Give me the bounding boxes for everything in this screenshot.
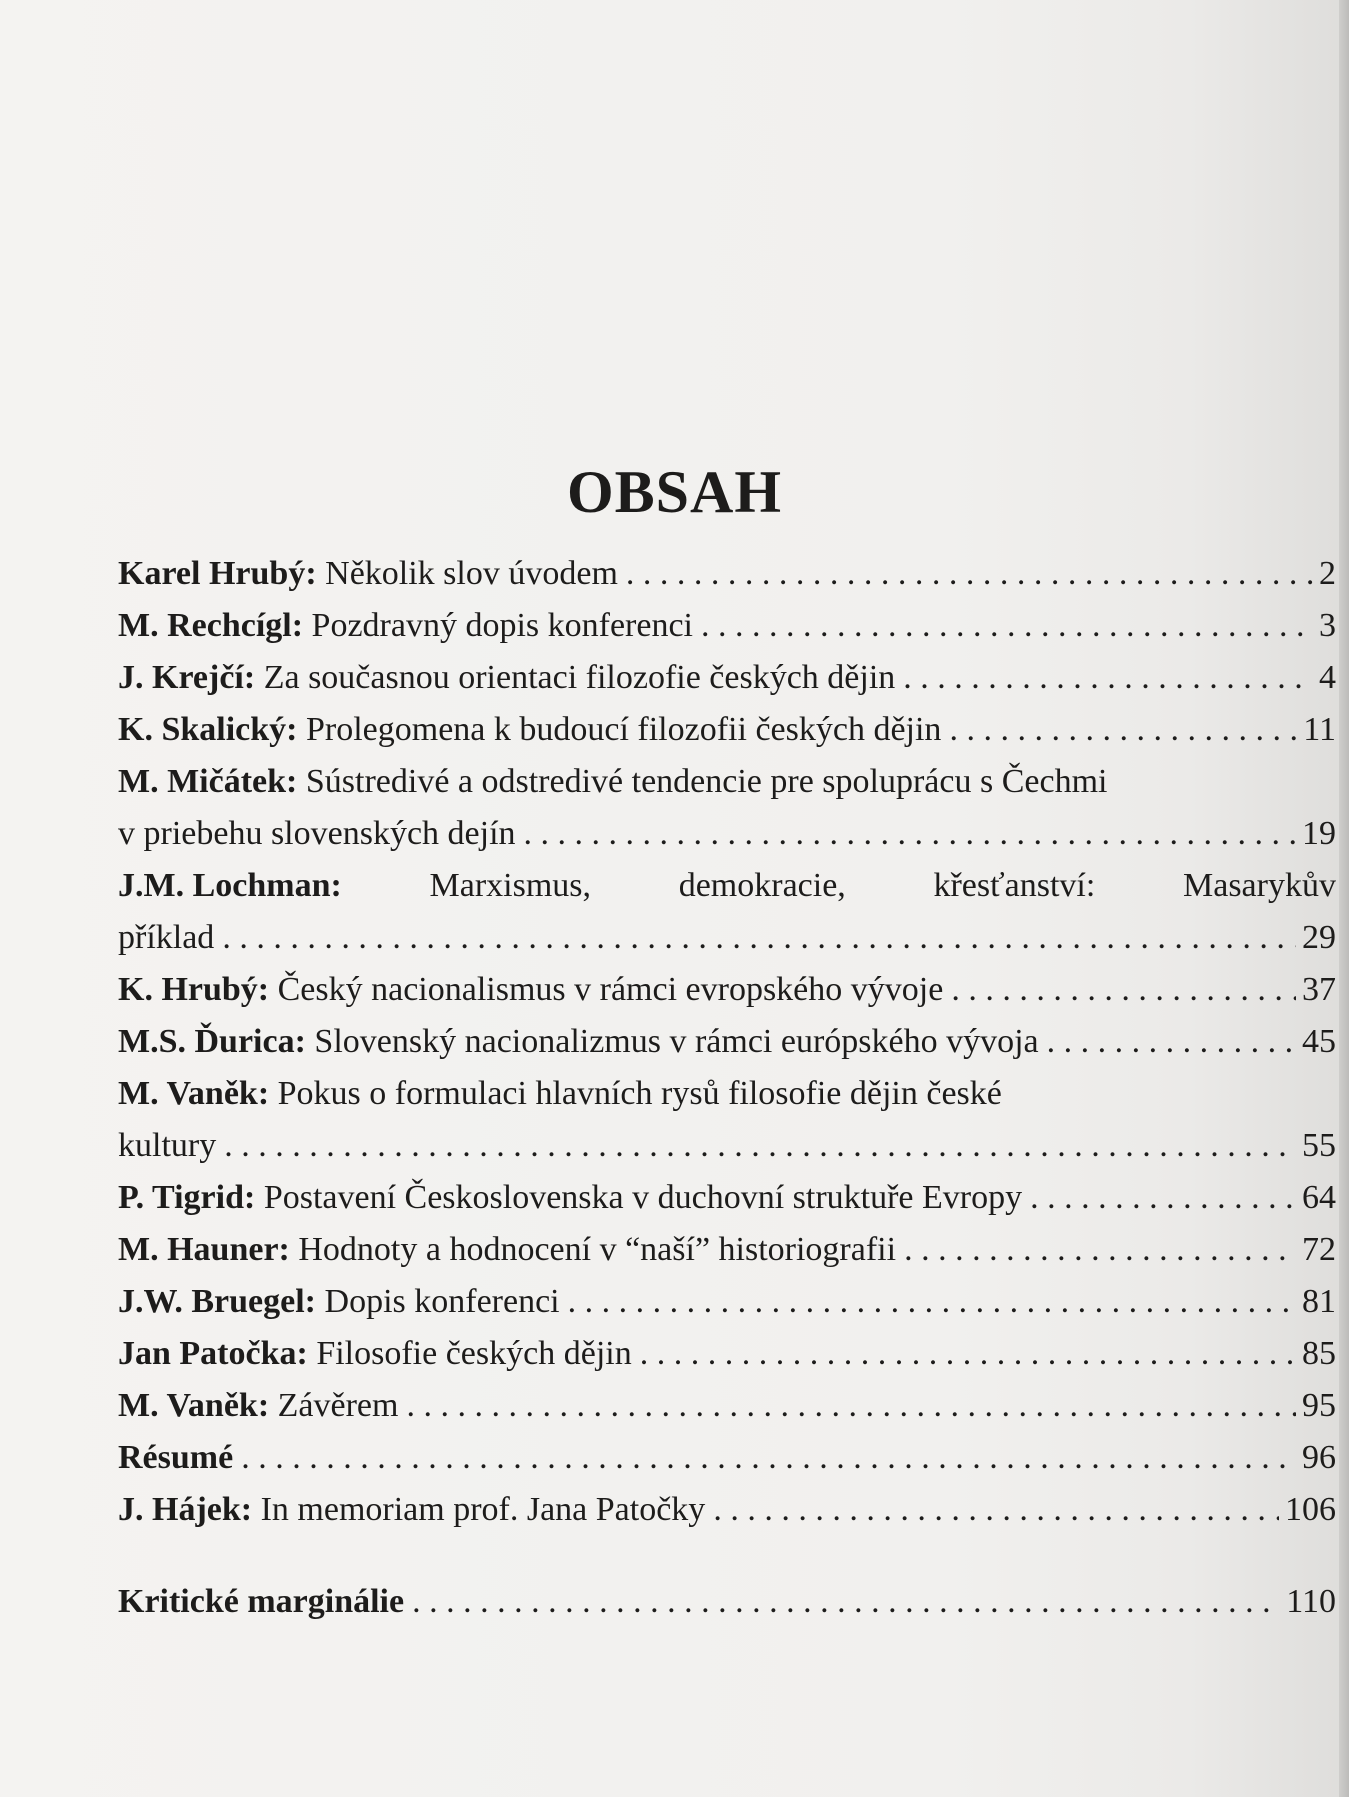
leader-dots xyxy=(951,964,1296,1016)
entry-page-number: 29 xyxy=(1302,919,1336,956)
toc-entry xyxy=(118,1484,1336,1536)
toc-entry xyxy=(118,652,1336,704)
entry-author: M. Rechcígl: xyxy=(118,607,304,644)
entry-title-line-2: kultury xyxy=(118,1127,217,1164)
entry-author: J. Krejčí: xyxy=(118,659,256,696)
entry-title: Slovenský nacionalizmus v rámci európského vývoja xyxy=(314,1023,1039,1060)
entry-page-number: 81 xyxy=(1302,1283,1336,1320)
entry-title: Český nacionalismus v rámci evropského vývoje xyxy=(277,971,944,1008)
toc-entry xyxy=(118,1328,1336,1380)
entry-title-word: Marxismus, xyxy=(429,867,592,904)
entry-page-number: 95 xyxy=(1302,1387,1336,1424)
entry-title: Dopis konferenci xyxy=(324,1283,560,1320)
toc-entry xyxy=(118,1276,1336,1328)
leader-dots xyxy=(713,1484,1279,1536)
leader-dots xyxy=(949,704,1297,756)
entry-author: Résumé xyxy=(118,1439,234,1476)
toc-entry xyxy=(118,756,1336,860)
entry-title-word: Masarykův xyxy=(1183,867,1336,904)
entry-title-word: demokracie, xyxy=(678,867,846,904)
entry-author: J.M. Lochman: xyxy=(118,867,342,904)
toc-entry xyxy=(118,600,1336,652)
entry-title: Filosofie českých dějin xyxy=(316,1335,632,1372)
entry-title: In memoriam prof. Jana Patočky xyxy=(260,1491,706,1528)
entry-title-word: křesťanství: xyxy=(933,867,1096,904)
entry-page-number: 110 xyxy=(1286,1583,1336,1620)
entry-title: Závěrem xyxy=(277,1387,399,1424)
page-title: OBSAH xyxy=(566,459,783,525)
entry-page-number: 11 xyxy=(1303,711,1336,748)
entry-author: Kritické marginálie xyxy=(118,1583,405,1620)
entry-page-number: 72 xyxy=(1302,1231,1336,1268)
toc-entry xyxy=(118,1380,1336,1432)
entry-page-number: 3 xyxy=(1319,607,1336,644)
entry-title: Postavení Československa v duchovní struktuře Evropy xyxy=(263,1179,1023,1216)
toc-entry xyxy=(118,1068,1336,1172)
entry-page-number: 19 xyxy=(1302,815,1336,852)
toc-entry xyxy=(118,1224,1336,1276)
toc-entry xyxy=(118,860,1336,964)
leader-dots xyxy=(640,1328,1296,1380)
entry-author: K. Hrubý: xyxy=(118,971,270,1008)
entry-page-number: 106 xyxy=(1285,1491,1336,1528)
entry-author: J. Hájek: xyxy=(118,1491,253,1528)
entry-author: M. Vaněk: xyxy=(118,1387,270,1424)
entry-page-number: 96 xyxy=(1302,1439,1336,1476)
entry-author: J.W. Bruegel: xyxy=(118,1283,317,1320)
entry-author: M. Vaněk: xyxy=(118,1075,270,1112)
entry-title: Prolegomena k budoucí filozofii českých dějin xyxy=(305,711,942,748)
section-gap xyxy=(118,1536,1336,1576)
leader-dots xyxy=(241,1432,1296,1484)
toc-entry xyxy=(118,704,1336,756)
toc-entry xyxy=(118,1172,1336,1224)
leader-dots xyxy=(903,652,1313,704)
toc-entry xyxy=(118,964,1336,1016)
leader-dots xyxy=(904,1224,1296,1276)
entry-page-number: 85 xyxy=(1302,1335,1336,1372)
entry-author: K. Skalický: xyxy=(118,711,298,748)
leader-dots xyxy=(524,808,1296,860)
page-spine-shadow xyxy=(1339,0,1349,1797)
entry-author: M.S. Ďurica: xyxy=(118,1023,306,1060)
entry-title-line-2: příklad xyxy=(118,919,215,956)
entry-author: P. Tigrid: xyxy=(118,1179,256,1216)
entry-page-number: 55 xyxy=(1302,1127,1336,1164)
table-of-contents xyxy=(118,548,1336,1628)
leader-dots xyxy=(224,1120,1296,1172)
entry-page-number: 45 xyxy=(1302,1023,1336,1060)
entry-page-number: 37 xyxy=(1302,971,1336,1008)
leader-dots xyxy=(412,1576,1280,1628)
entry-author: M. Mičátek: xyxy=(118,763,298,800)
entry-title: Několik slov úvodem xyxy=(325,555,618,592)
entry-title-line-1: Pokus o formulaci hlavních rysů filosofie dějin české xyxy=(277,1075,1002,1112)
leader-dots xyxy=(626,548,1313,600)
entry-title: Pozdravný dopis konferenci xyxy=(311,607,694,644)
leader-dots xyxy=(406,1380,1296,1432)
toc-entry xyxy=(118,1432,1336,1484)
entry-author: M. Hauner: xyxy=(118,1231,290,1268)
leader-dots xyxy=(568,1276,1296,1328)
entry-page-number: 4 xyxy=(1319,659,1336,696)
entry-author: Jan Patočka: xyxy=(118,1335,308,1372)
leader-dots xyxy=(701,600,1313,652)
entry-title-line-2: v priebehu slovenských dejín xyxy=(118,815,516,852)
entry-title: Za současnou orientaci filozofie českých dějin xyxy=(263,659,896,696)
leader-dots xyxy=(1030,1172,1296,1224)
leader-dots xyxy=(222,912,1296,964)
entry-author: Karel Hrubý: xyxy=(118,555,317,592)
entry-page-number: 64 xyxy=(1302,1179,1336,1216)
entry-title-line-1: Sústredivé a odstredivé tendencie pre spoluprácu s Čechmi xyxy=(305,763,1108,800)
entry-title: Hodnoty a hodnocení v “naší” historiografii xyxy=(298,1231,897,1268)
toc-entry xyxy=(118,1016,1336,1068)
toc-entry xyxy=(118,548,1336,600)
entry-page-number: 2 xyxy=(1319,555,1336,592)
leader-dots xyxy=(1047,1016,1296,1068)
toc-entry-final xyxy=(118,1576,1336,1628)
